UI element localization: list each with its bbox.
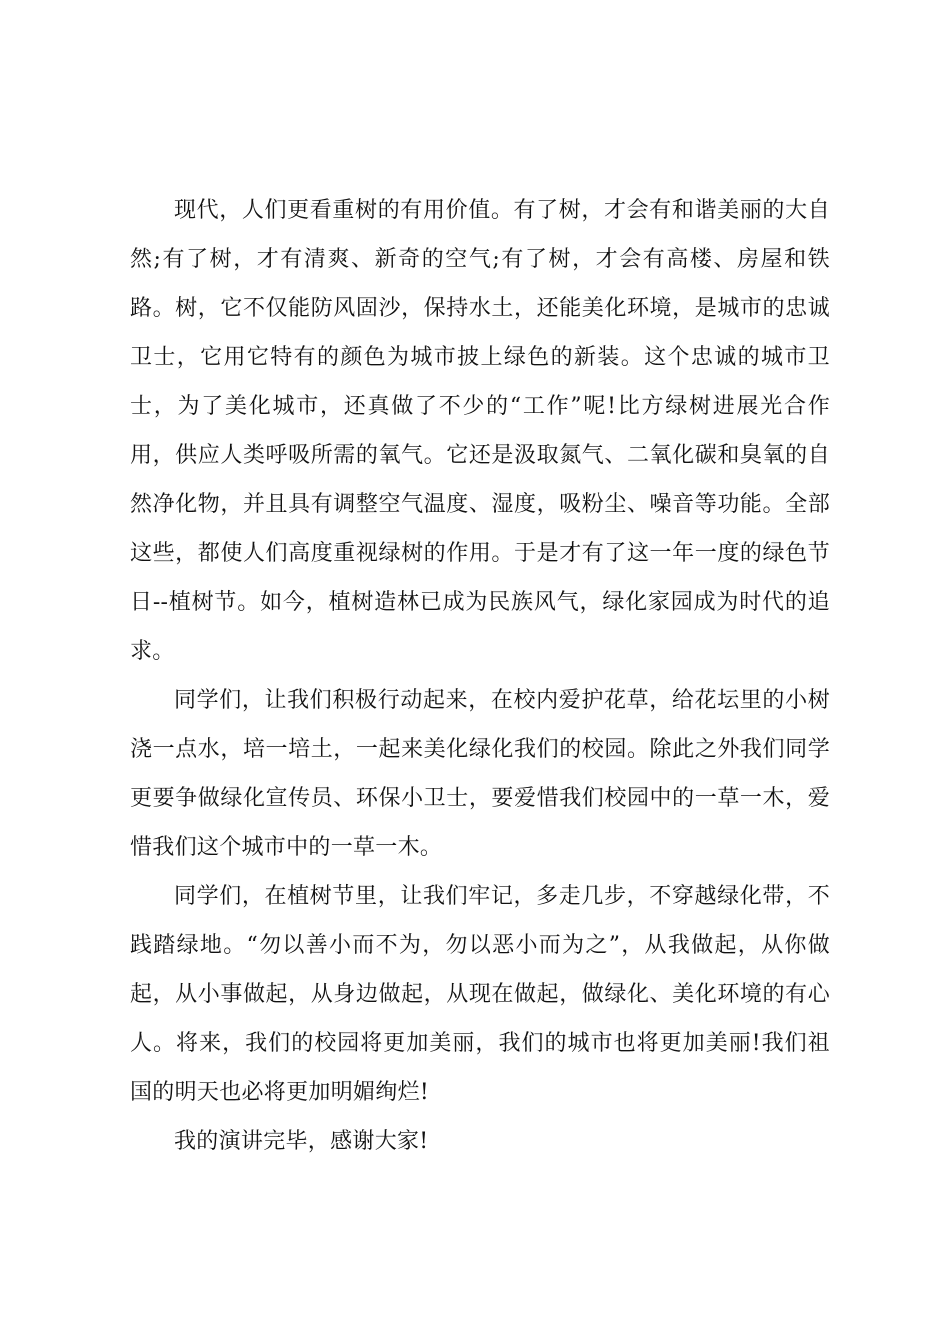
paragraph-arbor-day: 同学们，在植树节里，让我们牢记，多走几步，不穿越绿化带，不践踏绿地。“勿以善小而不为，勿以恶小而为之”，从我做起，从你做起，从小事做起，从身边做起，从现在做起，做绿化、美化环境的有心人。将来，我们的校园将更加美丽，我们的城市也将更加美丽!我们祖国的明天也必将更加明媚绚烂! bbox=[130, 884, 830, 1105]
document-body bbox=[130, 186, 830, 1166]
paragraph-closing: 我的演讲完毕，感谢大家! bbox=[174, 1129, 429, 1154]
paragraph-call-to-action: 同学们，让我们积极行动起来，在校内爱护花草，给花坛里的小树浇一点水，培一培土，一起来美化绿化我们的校园。除此之外我们同学更要争做绿化宣传员、环保小卫士，要爱惜我们校园中的一草一木，爱惜我们这个城市中的一草一木。 bbox=[130, 688, 830, 860]
paragraph-trees-value: 现代，人们更看重树的有用价值。有了树，才会有和谐美丽的大自然;有了树，才有清爽、新奇的空气;有了树，才会有高楼、房屋和铁路。树，它不仅能防风固沙，保持水土，还能美化环境，是城市的忠诚卫士，它用它特有的颜色为城市披上绿色的新装。这个忠诚的城市卫士，为了美化城市，还真做了不少的“工作”呢!比方绿树进展光合作用，供应人类呼吸所需的氧气。它还是汲取氮气、二氧化碳和臭氧的自然净化物，并且具有调整空气温度、湿度，吸粉尘、噪音等功能。全部这些，都使人们高度重视绿树的作用。于是才有了这一年一度的绿色节日--植树节。如今，植树造林已成为民族风气，绿化家园成为时代的追求。 bbox=[130, 198, 830, 664]
